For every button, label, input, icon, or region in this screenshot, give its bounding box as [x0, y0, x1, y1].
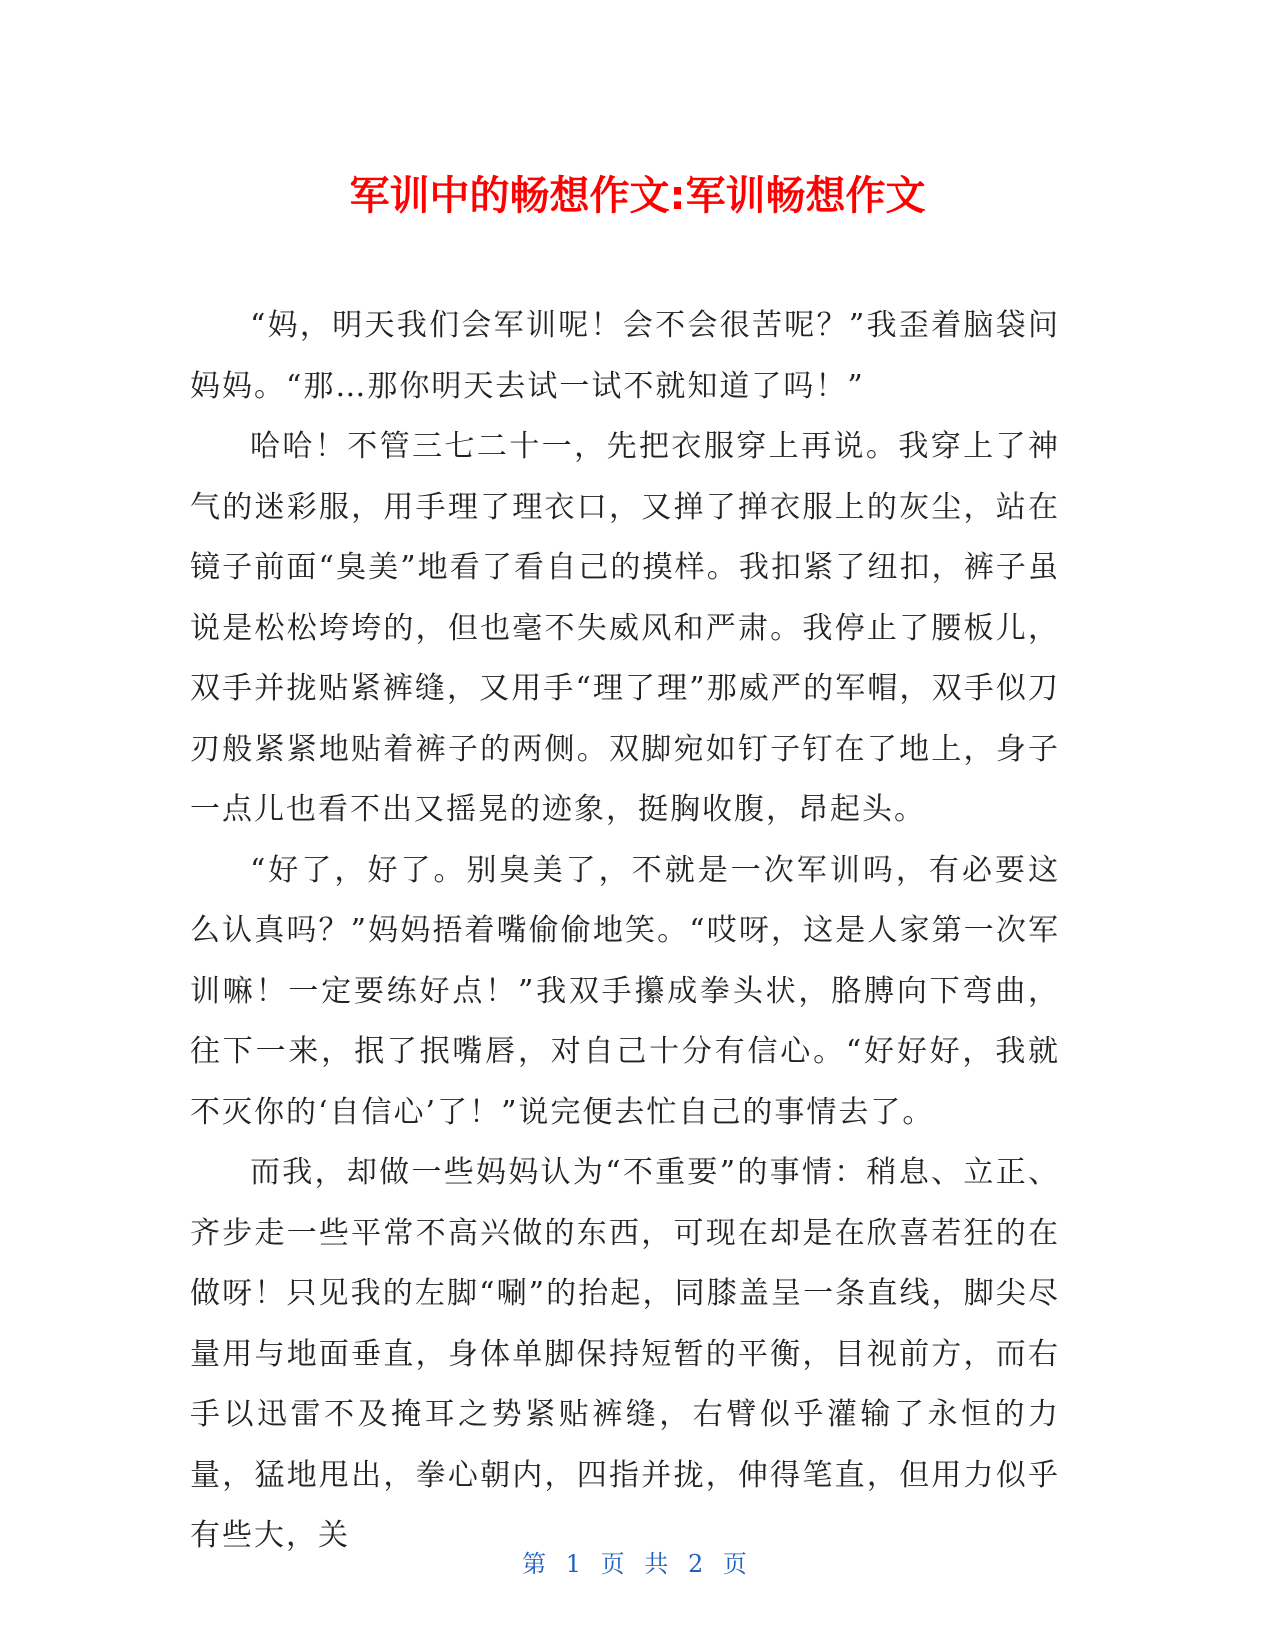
document-body	[190, 296, 1060, 1567]
paragraph: 而我，却做一些妈妈认为“不重要”的事情：稍息、立正、齐步走一些平常不高兴做的东西，可现在却是在欣喜若狂的在做呀！只见我的左脚“唰”的抬起，同膝盖呈一条直线，脚尖尽量用与地面垂直，身体单脚保持短暂的平衡，目视前方，而右手以迅雷不及掩耳之势紧贴裤缝，右臂似乎灌输了永恒的力量，猛地甩出，拳心朝内，四指并拢，伸得笔直，但用力似乎有些大，关	[190, 1155, 1060, 1553]
document-title: 军训中的畅想作文:军训畅想作文	[349, 173, 926, 219]
page-number-footer: 第 1 页 共 2 页	[522, 1550, 753, 1578]
paragraph: “妈，明天我们会军训呢！会不会很苦呢？”我歪着脑袋问妈妈。“那…那你明天去试一试不就知道了吗！”	[190, 308, 1060, 404]
paragraph: “好了，好了。别臭美了，不就是一次军训吗，有必要这么认真吗？”妈妈捂着嘴偷偷地笑。“哎呀，这是人家第一次军训嘛！一定要练好点！”我双手攥成拳头状，胳膊向下弯曲，往下一来，抿了抿嘴唇，对自己十分有信心。“好好好，我就不灭你的‘自信心’了！”说完便去忙自己的事情去了。	[190, 852, 1060, 1130]
paragraph: 哈哈！不管三七二十一，先把衣服穿上再说。我穿上了神气的迷彩服，用手理了理衣口，又掸了掸衣服上的灰尘，站在镜子前面“臭美”地看了看自己的摸样。我扣紧了纽扣，裤子虽说是松松垮垮的，但也毫不失威风和严肃。我停止了腰板儿，双手并拢贴紧裤缝，又用手“理了理”那威严的军帽，双手似刀刃般紧紧地贴着裤子的两侧。双脚宛如钉子钉在了地上，身子一点儿也看不出又摇晃的迹象，挺胸收腹，昂起头。	[190, 429, 1060, 827]
